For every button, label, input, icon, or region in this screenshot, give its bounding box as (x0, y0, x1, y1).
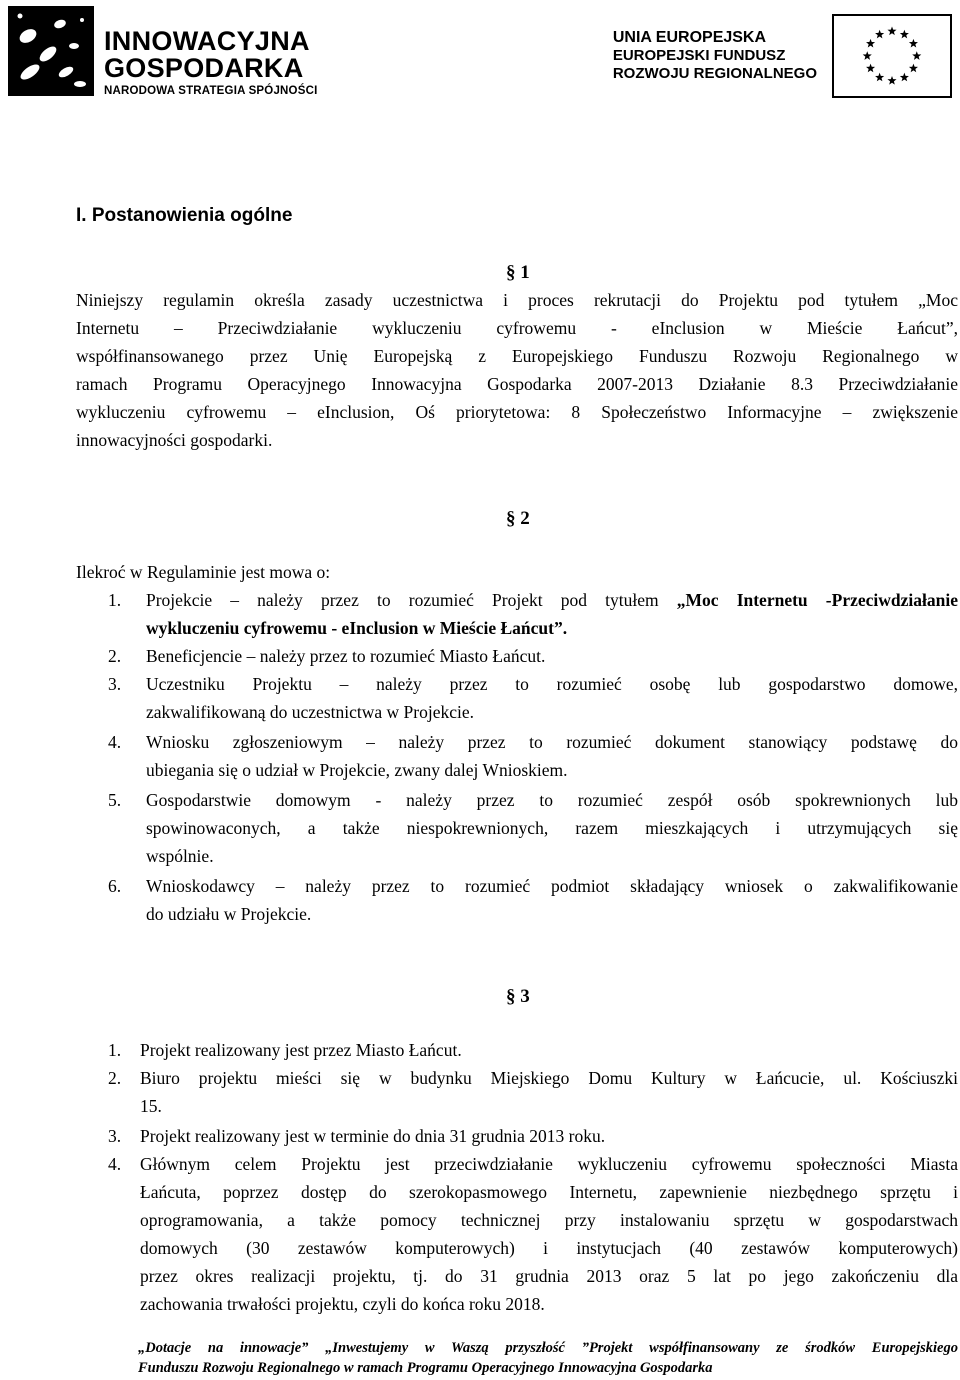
eu-star (909, 39, 918, 48)
list-item: Beneficjencie – należy przez to rozumieć Miasto Łańcut. (146, 646, 546, 666)
eu-star (875, 30, 884, 39)
eu-star (866, 64, 875, 73)
eu-logo (612, 14, 952, 100)
list-item-cont: domowych (30 zestawów komputerowych) i instytucjach (40 zestawów komputerowych) (140, 1238, 958, 1258)
list-number: 3. (108, 674, 122, 694)
list-item: Wnioskodawcy – należy przez to rozumieć podmiot składający wniosek o zakwalifikowanie (146, 876, 958, 896)
eu-star (875, 73, 884, 82)
eu-star (909, 64, 918, 73)
eu-stars-icon (832, 14, 952, 98)
list-item-cont: przez okres realizacji projektu, tj. do 31 grudnia 2013 oraz 5 lat po jego zakończeniu dla (140, 1266, 958, 1286)
eu-line-2: EUROPEJSKI FUNDUSZ (612, 47, 786, 64)
list-item: Biuro projektu mieści się w budynku Miejskiego Domu Kultury w Łańcucie, ul. Kościuszki (140, 1068, 958, 1088)
section-3-heading: § 3 (506, 986, 530, 1007)
section-1-heading: § 1 (506, 262, 530, 283)
list-item-cont: oprogramowania, a także pomocy technicznej przy instalowaniu sprzętu w gospodarstwach (140, 1210, 958, 1230)
list-number: 5. (108, 790, 122, 810)
eu-star (900, 73, 909, 82)
list-number: 1. (108, 590, 122, 610)
list-item (146, 590, 958, 611)
project-title-bold: „Moc Internetu -Przeciwdziałanie (676, 590, 958, 610)
list-item-cont: Łańcuta, poprzez dostęp do szerokopasmowego Internetu, zapewnienie niezbędnego sprzętu i (140, 1182, 958, 1202)
s1-line: wykluczeniu cyfrowemu – eInclusion, Oś priorytetowa: 8 Społeczeństwo Informacyjne – zwiększenie (76, 402, 958, 422)
list-item-cont: do udziału w Projekcie. (146, 904, 312, 924)
list-item: Wniosku zgłoszeniowym – należy przez to rozumieć dokument stanowiący podstawę do (146, 732, 958, 752)
list-item: Projekt realizowany jest w terminie do dnia 31 grudnia 2013 roku. (140, 1126, 606, 1146)
footer-line-2: Funduszu Rozwoju Regionalnego w ramach Programu Operacyjnego Innowacyjna Gospodarka (138, 1360, 713, 1376)
s1-line: innowacyjności gospodarki. (76, 430, 273, 450)
eu-star (863, 51, 872, 60)
list-item-cont: wspólnie. (146, 846, 214, 866)
eu-star (887, 76, 896, 85)
s1-line: Internetu – Przeciwdziałanie wykluczeniu cyfrowemu - eInclusion w Mieście Łańcut”, (76, 318, 958, 338)
list-item-cont: spowinowaconych, a także niespokrewnionych, razem mieszkających i utrzymujących się (146, 818, 958, 838)
list-number: 6. (108, 876, 122, 896)
list-item-cont: zachowania trwałości projektu, czyli do końca roku 2018. (140, 1294, 545, 1314)
logo-line-1: INNOWACYJNA (104, 26, 310, 56)
eu-line-3: ROZWOJU REGIONALNEGO (612, 65, 817, 82)
logo-line-3: NARODOWA STRATEGIA SPÓJNOŚCI (104, 85, 318, 97)
section-2-heading: § 2 (506, 508, 530, 529)
s1-line: Niniejszy regulamin określa zasady uczestnictwa i proces rekrutacji do Projektu pod tytułem „Moc (76, 290, 958, 310)
section-2-intro: Ilekroć w Regulaminie jest mowa o: (76, 562, 331, 582)
list-number: 1. (108, 1040, 122, 1060)
list-item: Uczestniku Projektu – należy przez to rozumieć osobę lub gospodarstwo domowe, (146, 674, 958, 694)
item-text: Projekcie – należy przez to rozumieć Projekt pod tytułem (146, 590, 677, 610)
ig-emblem-icon (8, 6, 94, 96)
footer-line-1: „Dotacje na innowacje” „Inwestujemy w Waszą przyszłość ”Projekt współfinansowany ze środków Europejskiego (138, 1340, 958, 1356)
section-title: I. Postanowienia ogólne (76, 205, 293, 226)
list-number: 3. (108, 1126, 122, 1146)
list-item: Projekt realizowany jest przez Miasto Łańcut. (140, 1040, 462, 1060)
eu-star (866, 39, 875, 48)
list-item-cont: zakwalifikowaną do uczestnictwa w Projekcie. (146, 702, 474, 722)
eu-line-1: UNIA EUROPEJSKA (612, 29, 767, 46)
eu-star (887, 26, 896, 35)
logo-line-2: GOSPODARKA (104, 53, 304, 83)
list-number: 2. (108, 1068, 122, 1088)
list-item-cont: ubiegania się o udział w Projekcie, zwany dalej Wnioskiem. (146, 760, 568, 780)
list-item: Głównym celem Projektu jest przeciwdziałanie wykluczeniu cyfrowemu społeczności Miasta (140, 1154, 958, 1174)
list-number: 4. (108, 732, 122, 752)
s1-line: współfinansowanego przez Unię Europejską z Europejskiego Funduszu Rozwoju Regionalnego w (76, 346, 958, 366)
list-number: 2. (108, 646, 122, 666)
eu-star (900, 30, 909, 39)
innowacyjna-gospodarka-logo (8, 6, 338, 96)
page-header (0, 0, 960, 110)
list-item-cont: wykluczeniu cyfrowemu - eInclusion w Mieście Łańcut”. (146, 618, 568, 638)
eu-star (912, 51, 921, 60)
list-number: 4. (108, 1154, 122, 1174)
list-item: Gospodarstwie domowym - należy przez to rozumieć zespół osób spokrewnionych lub (146, 790, 958, 810)
list-item-cont: 15. (140, 1096, 162, 1116)
page-footer (138, 1338, 958, 1378)
s1-line: ramach Programu Operacyjnego Innowacyjna Gospodarka 2007-2013 Działanie 8.3 Przeciwdziałanie (76, 374, 958, 394)
